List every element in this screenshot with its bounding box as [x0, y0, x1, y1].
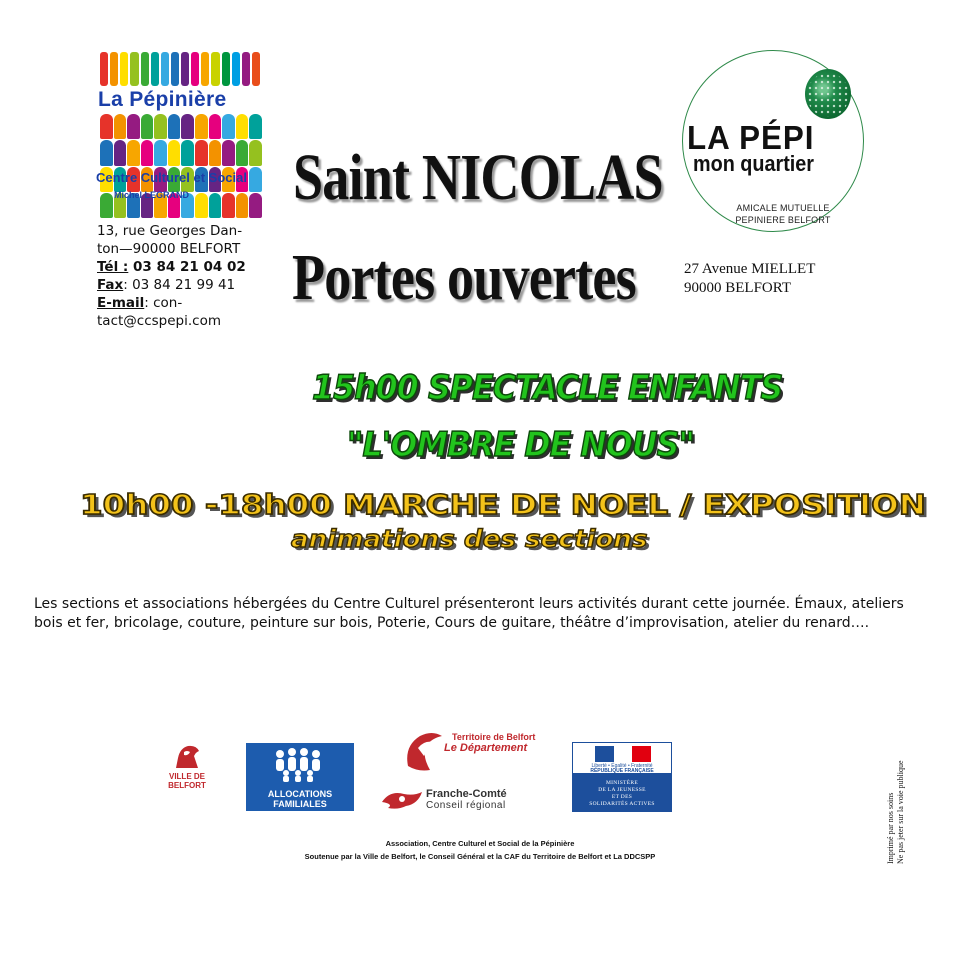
color-stripe: [222, 52, 230, 86]
color-stripe: [141, 52, 149, 86]
crowd-figure: [236, 114, 249, 139]
logo-subtitle: Centre Culturel et Social: [96, 170, 247, 185]
color-stripe: [151, 52, 159, 86]
crowd-figure: [114, 140, 127, 165]
event-title: Saint NICOLAS: [293, 141, 663, 214]
right-logo-small1: AMICALE MUTUELLE: [736, 203, 830, 213]
email-line: [97, 294, 277, 312]
crowd-figure: [154, 114, 167, 139]
franche-comte-icon: [380, 788, 424, 812]
color-stripe: [171, 52, 179, 86]
fax-label: Fax: [97, 277, 124, 293]
rf-header: [572, 742, 672, 774]
color-stripe: [130, 52, 138, 86]
description-paragraph: Les sections et associations hébergées du Centre Culturel présenteront leurs activités durant cette journée. Émaux, ateliers bois et fer, bricolage, couture, peinture sur bois, Poterie, Cours de guitare, théâtre d’improvisation, atelier du renard….: [34, 596, 904, 631]
address-line1: 13, rue Georges Dan-: [97, 223, 243, 239]
crowd-figure: [195, 193, 208, 218]
show-name-heading: "L'OMBRE DE NOUS": [347, 425, 695, 465]
right-logo-subtitle: mon quartier: [693, 151, 815, 176]
color-stripe: [100, 52, 108, 86]
right-logo-small2: PEPINIERE BELFORT: [735, 215, 831, 225]
vertical-note-line2: Ne pas jeter sur la voie publique: [896, 760, 905, 864]
republique-francaise-logo: [572, 742, 672, 812]
color-stripes: [100, 52, 260, 86]
rf-ministry-line2: DE LA JEUNESSE: [598, 787, 646, 793]
crowd-figure: [181, 114, 194, 139]
crowd-figure: [127, 140, 140, 165]
crowd-figure: [249, 114, 262, 139]
right-logo-title: LA PÉPI: [687, 119, 815, 156]
fc-text-line2: Conseil régional: [426, 800, 506, 811]
email-label: E-mail: [97, 295, 145, 311]
belfort-text: VILLE DE BELFORT: [168, 772, 206, 790]
phone-label: Tél :: [97, 259, 129, 275]
fc-text-line1: Franche-Comté: [426, 788, 507, 800]
color-stripe: [110, 52, 118, 86]
right-address-line1: 27 Avenue MIELLET: [684, 261, 816, 277]
color-stripe: [242, 52, 250, 86]
crowd-figure: [141, 140, 154, 165]
fax-line: [97, 276, 277, 294]
color-stripe: [211, 52, 219, 86]
crowd-figure: [181, 140, 194, 165]
rf-motto: Liberté • Égalité • Fraternité: [591, 763, 653, 769]
crowd-figure: [249, 140, 262, 165]
tdb-text-line1: Territoire de Belfort: [452, 732, 536, 742]
left-address-block: [97, 222, 277, 330]
french-flag-icon: [595, 746, 651, 762]
right-address-block: [684, 260, 815, 298]
crowd-figure: [114, 114, 127, 139]
crowd-figure: [249, 193, 262, 218]
rf-ministry-line3: ET DES: [611, 794, 633, 800]
vertical-note-line1: Imprimé par nos soins: [886, 792, 895, 864]
caf-text-line2: FAMILIALES: [273, 799, 327, 809]
la-pepiniere-logo: [96, 52, 272, 212]
footer-line2: Soutenue par la Ville de Belfort, le Conseil Général et la CAF du Territoire de Belfort et La DDCSPP: [304, 852, 656, 861]
animations-heading: animations des sections: [291, 525, 648, 553]
color-stripe: [201, 52, 209, 86]
crowd-figure: [222, 193, 235, 218]
franche-comte-logo: [380, 786, 560, 814]
crowd-figure: [209, 193, 222, 218]
color-stripe: [252, 52, 260, 86]
color-stripe: [191, 52, 199, 86]
crowd-figure: [236, 193, 249, 218]
event-subtitle: Portes ouvertes: [292, 241, 636, 314]
right-address-line2: 90000 BELFORT: [684, 280, 792, 296]
address-line2: ton—90000 BELFORT: [97, 241, 241, 257]
rf-ministry-line4: SOLIDARITÉS ACTIVES: [589, 801, 655, 807]
crowd-figure: [222, 114, 235, 139]
crowd-figure: [209, 114, 222, 139]
caf-people-icon: [272, 748, 328, 782]
crowd-figure: [141, 114, 154, 139]
email-value: : con-: [144, 295, 183, 311]
crowd-figure: [168, 140, 181, 165]
caf-logo: [246, 743, 354, 811]
crowd-figure: [100, 193, 113, 218]
crowd-figure: [195, 140, 208, 165]
tree-texture: [807, 73, 849, 117]
market-heading: 10h00 -18h00 MARCHE DE NOEL / EXPOSITION: [80, 488, 926, 521]
crowd-figure: [100, 140, 113, 165]
crowd-figure: [195, 114, 208, 139]
logo-title: La Pépinière: [98, 88, 227, 111]
logo-name: Michel LEGRAND: [114, 190, 190, 200]
phone-line: [97, 258, 277, 276]
color-stripe: [120, 52, 128, 86]
color-stripe: [161, 52, 169, 86]
crowd-figure: [168, 114, 181, 139]
crowd-figure: [209, 140, 222, 165]
tdb-text-line2: Le Département: [444, 742, 528, 754]
email-line2: tact@ccspepi.com: [97, 313, 221, 329]
show-time-heading: 15h00 SPECTACLE ENFANTS: [312, 368, 783, 408]
caf-text-line1: ALLOCATIONS: [267, 789, 333, 799]
footer-line1: Association, Centre Culturel et Social de la Pépinière: [385, 839, 575, 848]
phone-value: 03 84 21 04 02: [128, 259, 246, 275]
color-stripe: [181, 52, 189, 86]
vertical-note: [840, 736, 960, 866]
la-pepi-mon-quartier-logo: [682, 50, 864, 232]
crowd-figure: [222, 140, 235, 165]
rf-name: RÉPUBLIQUE FRANÇAISE: [590, 768, 654, 774]
crowd-figure: [154, 140, 167, 165]
crowd-figure: [127, 114, 140, 139]
crowd-figure: [100, 114, 113, 139]
crowd-figure: [236, 140, 249, 165]
ville-de-belfort-logo: [162, 742, 212, 788]
rf-ministry-line1: MINISTÈRE: [605, 780, 639, 786]
lion-icon: [172, 742, 202, 770]
color-stripe: [232, 52, 240, 86]
territoire-de-belfort-logo: [402, 720, 536, 778]
fax-value: : 03 84 21 99 41: [123, 277, 236, 293]
crowd-illustration: [100, 114, 262, 218]
